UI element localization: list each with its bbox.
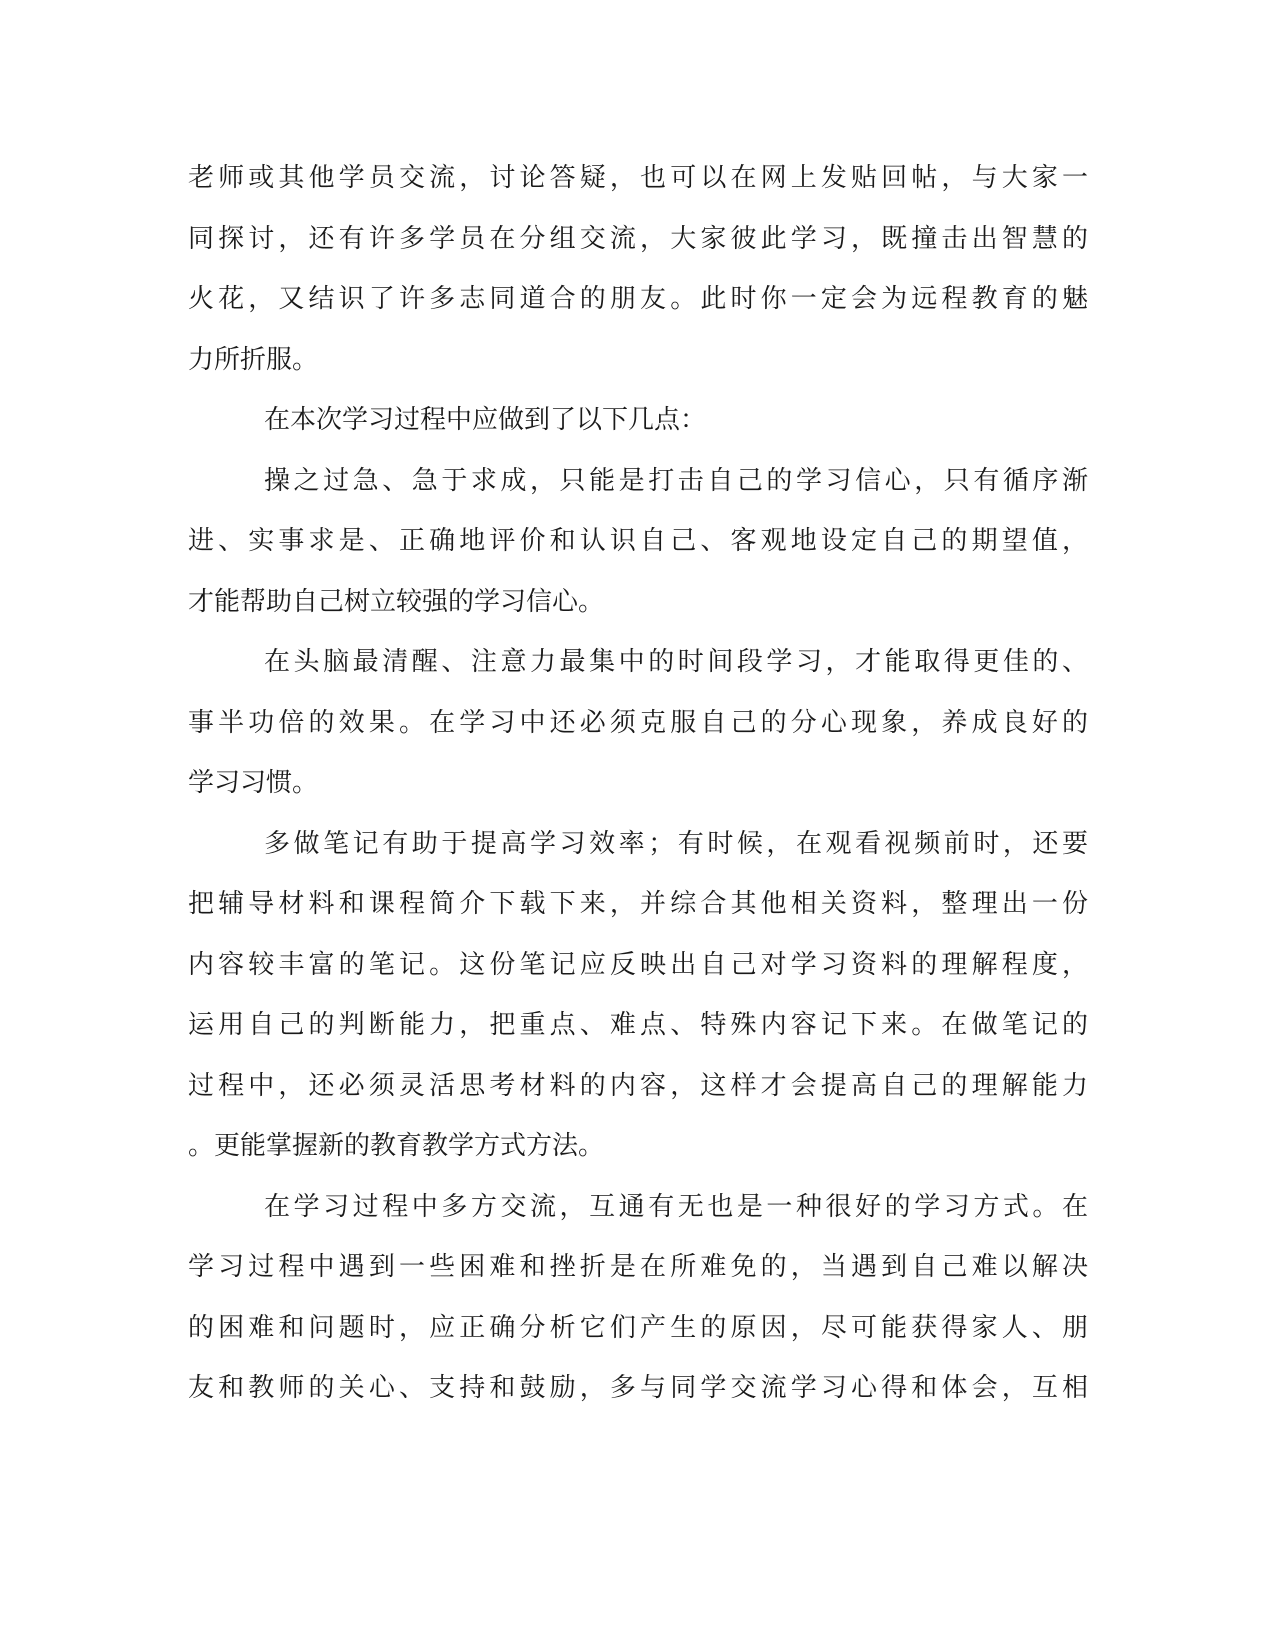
text-line: 才能帮助自己树立较强的学习信心。 <box>188 586 605 617</box>
text-line: 学习过程中遇到一些困难和挫折是在所难免的，当遇到自己难以解决 <box>188 1252 1088 1282</box>
text-line: 事半功倍的效果。在学习中还必须克服自己的分心现象，养成良好的 <box>188 707 1088 738</box>
text-line: 多做笔记有助于提高学习效率；有时候，在观看视频前时，还要 <box>264 828 1088 859</box>
text-line: 同探讨，还有许多学员在分组交流，大家彼此学习，既撞击出智慧的 <box>188 223 1088 254</box>
text-line: 运用自己的判断能力，把重点、难点、特殊内容记下来。在做笔记的 <box>188 1010 1088 1040</box>
text-line: 在本次学习过程中应做到了以下几点： <box>264 405 707 435</box>
text-line: 学习习惯。 <box>188 768 319 798</box>
text-line: 老师或其他学员交流，讨论答疑，也可以在网上发贴回帖，与大家一 <box>188 163 1088 193</box>
text-line: 火花，又结识了许多志同道合的朋友。此时你一定会为远程教育的魅 <box>188 284 1088 314</box>
text-line: 操之过急、急于求成，只能是打击自己的学习信心，只有循序渐 <box>264 465 1088 496</box>
text-line: 内容较丰富的笔记。这份笔记应反映出自己对学习资料的理解程度， <box>188 949 1088 980</box>
document-body <box>188 158 1088 1429</box>
text-line: 友和教师的关心、支持和鼓励，多与同学交流学习心得和体会，互相 <box>188 1373 1088 1403</box>
text-line: 在学习过程中多方交流，互通有无也是一种很好的学习方式。在 <box>264 1191 1088 1222</box>
text-line: 。更能掌握新的教育教学方式方法。 <box>188 1131 605 1161</box>
text-line: 过程中，还必须灵活思考材料的内容，这样才会提高自己的理解能力 <box>188 1070 1088 1101</box>
text-line: 的困难和问题时，应正确分析它们产生的原因，尽可能获得家人、朋 <box>188 1312 1088 1343</box>
text-line: 力所折服。 <box>188 344 319 375</box>
text-line: 在头脑最清醒、注意力最集中的时间段学习，才能取得更佳的、 <box>264 647 1088 677</box>
text-line: 进、实事求是、正确地评价和认识自己、客观地设定自己的期望值， <box>188 526 1088 556</box>
text-line: 把辅导材料和课程简介下载下来，并综合其他相关资料，整理出一份 <box>188 889 1088 919</box>
